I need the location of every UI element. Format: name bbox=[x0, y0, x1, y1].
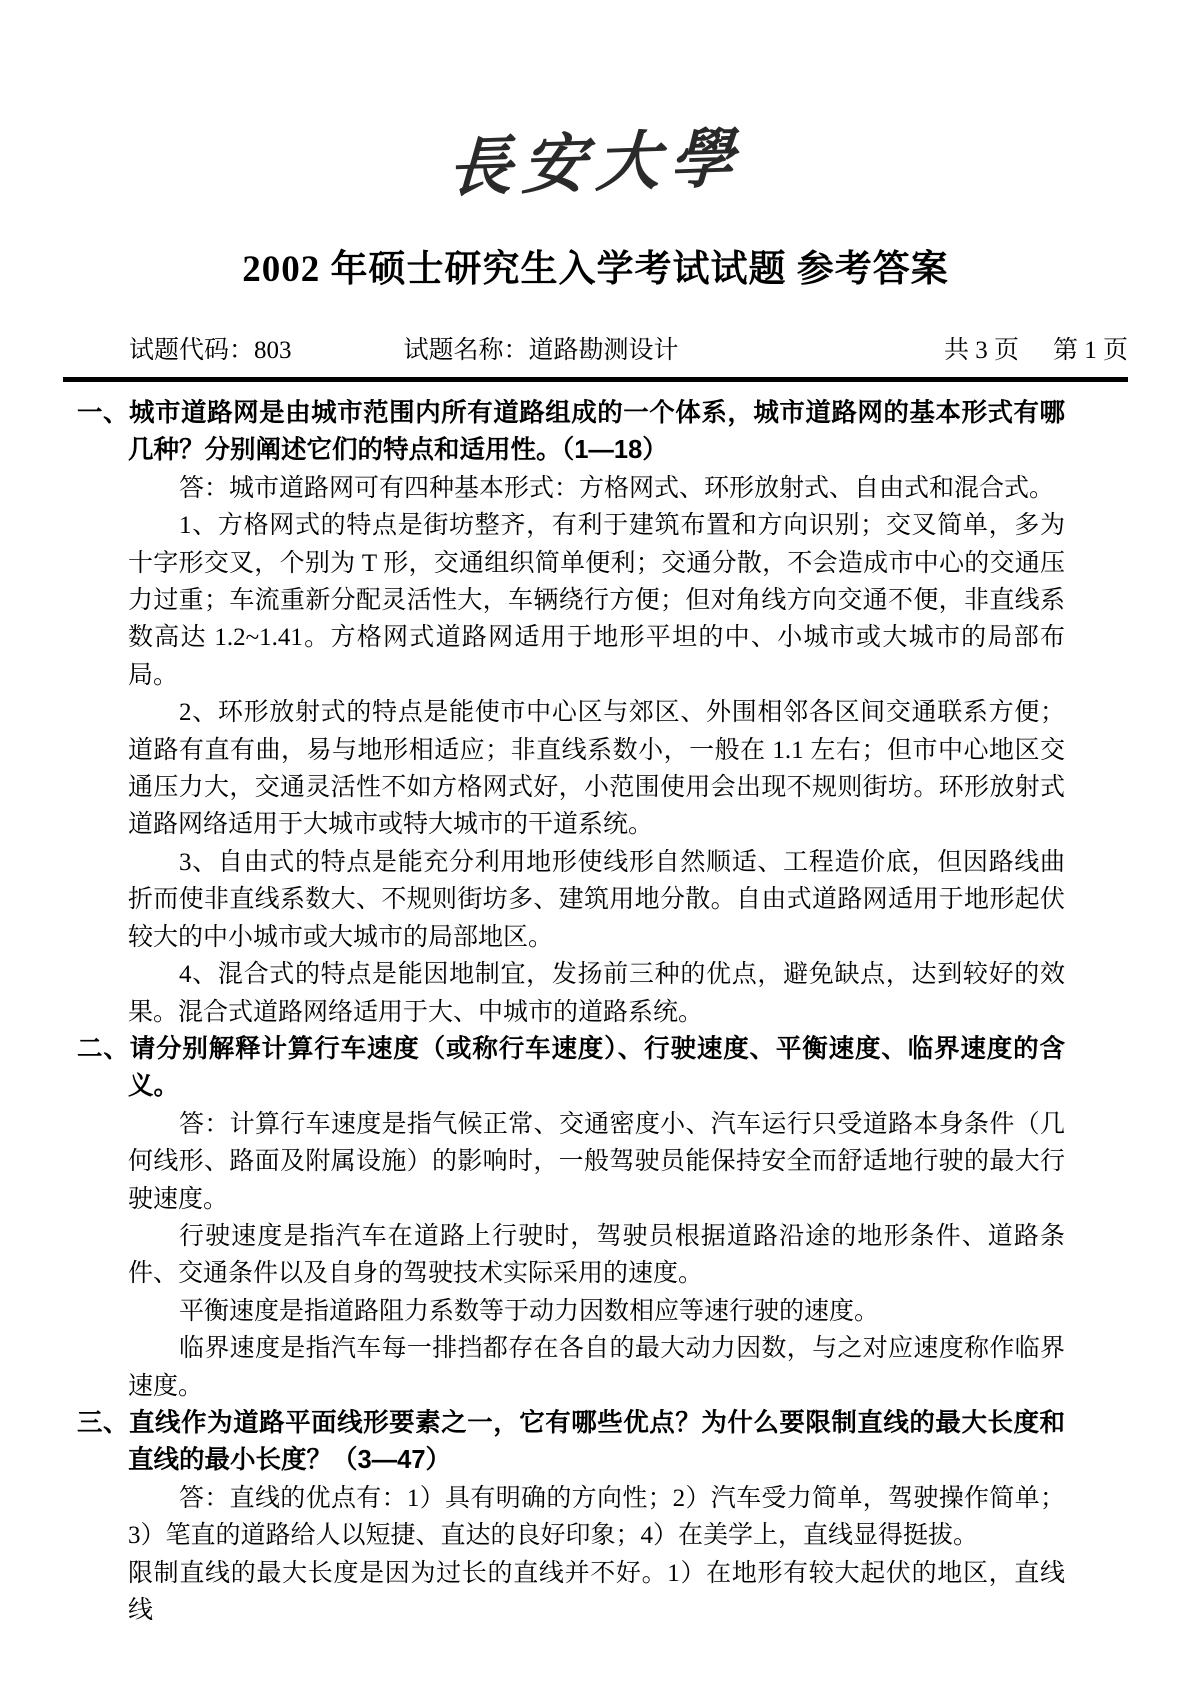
document-header-row bbox=[63, 330, 1128, 366]
header-rule-divider bbox=[63, 377, 1128, 382]
answer-1-grid-pattern: 1、方格网式的特点是街坊整齐，有利于建筑布置和方向识别；交叉简单，多为十字形交叉，个别为 T 形，交通组织简单便利；交通分散，不会造成市中心的交通压力过重；车流重新分配灵活性大，车辆绕行方便；但对角线方向交通不便，非直线系数高达 1.2~1.41。方格网式道路网适用于地形平坦的中、小城市或大城市的局部布局。 bbox=[128, 512, 1065, 689]
answer-2-design-speed: 答：计算行车速度是指气候正常、交通密度小、汽车运行只受道路本身条件（几何线形、路面及附属设施）的影响时，一般驾驶员能保持安全而舒适地行驶的最大行驶速度。 bbox=[128, 1110, 1065, 1213]
question-2-heading: 二、请分别解释计算行车速度（或称行车速度）、行驶速度、平衡速度、临界速度的含义。 bbox=[77, 1034, 1065, 1101]
answer-2-balance-speed: 平衡速度是指道路阻力系数等于动力因数相应等速行驶的速度。 bbox=[179, 1297, 880, 1325]
exam-code: 试题代码：803 bbox=[129, 337, 292, 364]
question-3-heading: 三、直线作为道路平面线形要素之一，它有哪些优点？为什么要限制直线的最大长度和直线的最小长度？（3—47） bbox=[77, 1408, 1065, 1475]
answer-1-intro: 答：城市道路网可有四种基本形式：方格网式、环形放射式、自由式和混合式。 bbox=[179, 474, 1055, 502]
answer-1-ring-radial: 2、环形放射式的特点是能使市中心区与郊区、外围相邻各区间交通联系方便；道路有直有曲，易与地形相适应；非直线系数小，一般在 1.1 左右；但市中心地区交通压力大，交通灵活性不如方格网式好，小范围使用会出现不规则街坊。环形放射式道路网络适用于大城市或特大城市的干道系统。 bbox=[128, 699, 1065, 839]
page-info bbox=[944, 330, 1128, 366]
answer-3-max-length: 限制直线的最大长度是因为过长的直线并不好。1）在地形有较大起伏的地区，直线线 bbox=[128, 1559, 1065, 1624]
total-pages: 共 3 页 bbox=[943, 337, 1019, 364]
logo-container bbox=[0, 0, 1191, 222]
answer-1-freestyle: 3、自由式的特点是能充分利用地形使线形自然顺适、工程造价底，但因路线曲折而使非直线系数大、不规则街坊多、建筑用地分散。自由式道路网适用于地形起伏较大的中小城市或大城市的局部地区。 bbox=[128, 848, 1065, 951]
exam-subject: 试题名称：道路勘测设计 bbox=[403, 337, 679, 364]
current-page: 第 1 页 bbox=[1052, 337, 1128, 364]
answer-2-critical-speed: 临界速度是指汽车每一排挡都存在各自的最大动力因数，与之对应速度称作临界速度。 bbox=[128, 1335, 1065, 1400]
document-body bbox=[77, 395, 1065, 1629]
answer-3-advantages: 答：直线的优点有：1）具有明确的方向性；2）汽车受力简单，驾驶操作简单；3）笔直的道路给人以短捷、直达的良好印象；4）在美学上，直线显得挺拔。 bbox=[128, 1484, 1065, 1550]
question-1-heading: 一、城市道路网是由城市范围内所有道路组成的一个体系，城市道路网的基本形式有哪几种？分别阐述它们的特点和适用性。（1—18） bbox=[77, 399, 1065, 465]
answer-2-running-speed: 行驶速度是指汽车在道路上行驶时，驾驶员根据道路沿途的地形条件、道路条件、交通条件以及自身的驾驶技术实际采用的速度。 bbox=[128, 1222, 1065, 1288]
document-title: 2002 年硕士研究生入学考试试题 参考答案 bbox=[242, 249, 949, 290]
answer-1-mixed: 4、混合式的特点是能因地制宜，发扬前三种的优点，避免缺点，达到较好的效果。混合式道路网络适用于大、中城市的道路系统。 bbox=[128, 961, 1065, 1026]
university-logo-calligraphy: 長安大學 bbox=[446, 120, 745, 207]
